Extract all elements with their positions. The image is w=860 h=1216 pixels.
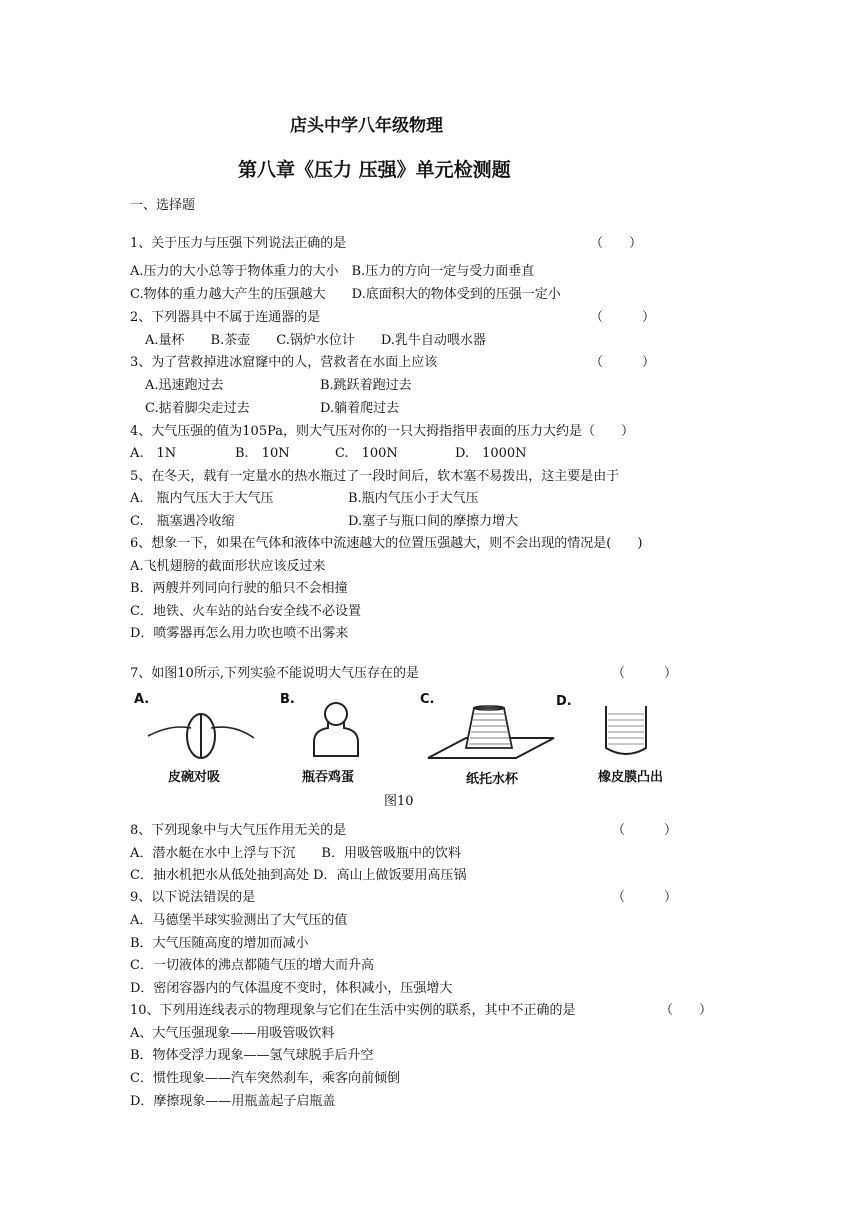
question-6-option: B．两艘并列同向行驶的船只不会相撞 <box>130 581 348 596</box>
figure-caption: 瓶吞鸡蛋 <box>302 770 355 785</box>
question-4-option: D. 1000N <box>455 446 527 461</box>
question-10-option: C．惯性现象——汽车突然刹车，乘客向前倾倒 <box>130 1071 400 1086</box>
question-1-paren: （ ） <box>590 236 643 251</box>
question-10-option: D．摩擦现象——用瓶盖起子启瓶盖 <box>130 1094 336 1109</box>
question-1-option: A.压力的大小总等于物体重力的大小 B.压力的方向一定与受力面垂直 <box>130 264 535 279</box>
question-10-paren: （ ） <box>660 1003 713 1018</box>
question-4-option: B. 10N <box>235 446 290 461</box>
egg-bottle-drawing <box>306 700 366 760</box>
question-1-option: C.物体的重力越大产生的压强越大 D.底面积大的物体受到的压强一定小 <box>130 287 561 302</box>
question-5-option: B.瓶内气压小于大气压 <box>348 491 479 506</box>
question-8-stem: 8、下列现象中与大气压作用无关的是 <box>130 823 347 838</box>
question-5-stem: 5、在冬天，载有一定量水的热水瓶过了一段时间后，软木塞不易拨出，这主要是由于 <box>130 469 620 484</box>
question-9-stem: 9、以下说法错误的是 <box>130 890 256 905</box>
figure-letter: A. <box>134 692 150 707</box>
question-8-option: C．抽水机把水从低处抽到高处 D．高山上做饭要用高压锅 <box>130 868 467 883</box>
question-6-stem: 6、想象一下，如果在气体和液体中流速越大的位置压强越大，则不会出现的情况是( ) <box>130 536 643 551</box>
question-3-option: D.躺着爬过去 <box>320 401 400 416</box>
suction-cups-drawing <box>146 706 256 766</box>
figure-caption: 橡皮膜凸出 <box>598 770 664 785</box>
question-5-option: D.塞子与瓶口间的摩擦力增大 <box>348 514 519 529</box>
section-heading: 一、选择题 <box>130 198 196 213</box>
question-4-option: A. 1N <box>130 446 177 461</box>
question-9-option: D．密闭容器内的气体温度不变时，体积减小，压强增大 <box>130 981 453 996</box>
question-3-paren: （ ） <box>590 355 656 370</box>
rubber-membrane-drawing <box>596 702 656 764</box>
question-6-option: D．喷雾器再怎么用力吹也喷不出雾来 <box>130 626 349 641</box>
question-3-option: B.跳跃着跑过去 <box>320 378 412 393</box>
paper-cup-drawing <box>426 702 556 766</box>
question-9-paren: （ ） <box>612 890 678 905</box>
question-9-option: C．一切液体的沸点都随气压的增大而升高 <box>130 958 374 973</box>
question-8-paren: （ ） <box>612 823 678 838</box>
figure-letter: D. <box>556 694 572 709</box>
question-3-option: C.掂着脚尖走过去 <box>145 401 250 416</box>
question-5-option: C. 瓶塞遇冷收缩 <box>130 514 235 529</box>
question-3-stem: 3、为了营救掉进冰窟窿中的人，营救者在水面上应该 <box>130 355 438 370</box>
question-10-option: A、大气压强现象——用吸管吸饮料 <box>130 1026 335 1041</box>
question-3-option: A.迅速跑过去 <box>145 378 224 393</box>
figure-letter: C. <box>420 692 435 707</box>
figure-label: 图10 <box>384 794 414 809</box>
question-7-stem: 7、如图10所示,下列实验不能说明大气压存在的是 <box>130 666 419 681</box>
figure-caption: 纸托水杯 <box>466 772 519 787</box>
question-9-option: A．马德堡半球实验测出了大气压的值 <box>130 913 348 928</box>
question-6-option: C．地铁、火车站的站台安全线不必设置 <box>130 604 361 619</box>
question-9-option: B．大气压随高度的增加而减小 <box>130 936 309 951</box>
figure-caption: 皮碗对吸 <box>168 770 221 785</box>
question-4-stem: 4、大气压强的值为105Pa，则大气压对你的一只大拇指指甲表面的压力大约是（ ） <box>130 424 634 439</box>
question-6-option: A.飞机翅膀的截面形状应该反过来 <box>130 559 326 574</box>
chapter-title: 第八章《压力 压强》单元检测题 <box>238 159 511 181</box>
figure-letter: B. <box>280 692 295 707</box>
question-2-paren: （ ） <box>590 310 656 325</box>
question-8-option: A．潜水艇在水中上浮与下沉 B．用吸管吸瓶中的饮料 <box>130 846 461 861</box>
question-10-stem: 10、下列用连线表示的物理现象与它们在生活中实例的联系，其中不正确的是 <box>130 1003 576 1018</box>
question-1-stem: 1、关于压力与压强下列说法正确的是 <box>130 236 347 251</box>
question-4-option: C. 100N <box>335 446 398 461</box>
question-7-paren: （ ） <box>612 666 678 681</box>
question-2-stem: 2、下列器具中不属于连通器的是 <box>130 310 321 325</box>
question-10-option: B．物体受浮力现象——氢气球脱手后升空 <box>130 1048 374 1063</box>
question-5-option: A. 瓶内气压大于大气压 <box>130 491 274 506</box>
school-title: 店头中学八年级物理 <box>290 116 443 136</box>
question-2-option: A.量杯 B.茶壶 C.锅炉水位计 D.乳牛自动喂水器 <box>145 333 486 348</box>
